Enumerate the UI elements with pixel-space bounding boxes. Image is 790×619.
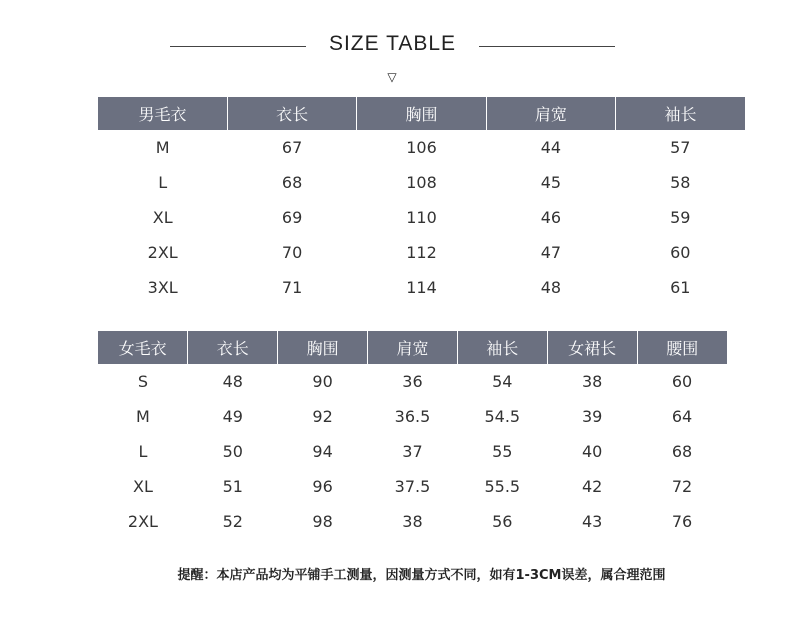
women-table-row [98, 434, 727, 469]
women-header-cell: 女毛衣 [98, 331, 188, 364]
men-table-cell: 110 [406, 208, 437, 227]
men-table-cell: 60 [670, 243, 691, 262]
men-header-cell: 胸围 [357, 97, 486, 130]
men-table-row [98, 130, 745, 165]
women-table-cell: 36 [402, 372, 423, 391]
title-divider-left [170, 46, 306, 47]
men-table-cell: 46 [540, 208, 562, 227]
women-table-cell: 60 [671, 372, 693, 391]
men-table-row [98, 270, 745, 305]
measurement-note: 提醒：本店产品均为平铺手工测量，因测量方式不同，如有1-3CM误差，属合理范围 [177, 568, 666, 583]
women-table-row [98, 364, 727, 399]
women-table-cell: 72 [671, 477, 693, 496]
men-table-cell: 61 [670, 278, 691, 297]
men-table-cell: L [158, 173, 168, 192]
men-table-row [98, 165, 745, 200]
men-table-cell: 67 [281, 138, 303, 157]
women-table-cell: 42 [581, 477, 603, 496]
men-header-cell: 衣长 [227, 97, 356, 130]
men-table-cell: 71 [281, 278, 303, 297]
men-table-cell: 48 [540, 278, 562, 297]
women-table-cell: XL [132, 477, 153, 496]
women-table-cell: 92 [312, 407, 333, 426]
women-header-cell: 肩宽 [368, 331, 458, 364]
women-table-cell: M [136, 407, 150, 426]
women-table-cell: 94 [312, 442, 333, 461]
women-table-cell: L [138, 442, 148, 461]
women-size-table [98, 331, 727, 539]
down-triangle-icon: ▽ [387, 70, 397, 84]
women-table-cell: 2XL [127, 512, 158, 531]
women-table-cell: 52 [222, 512, 243, 531]
men-table-cell: 2XL [147, 243, 178, 262]
men-table-cell: 114 [406, 278, 437, 297]
men-header-cell: 男毛衣 [98, 97, 227, 130]
women-header-cell: 胸围 [278, 331, 368, 364]
men-table-cell: M [155, 138, 170, 157]
women-header-cell: 女裙长 [547, 331, 637, 364]
women-table-cell: 90 [312, 372, 333, 391]
women-table-cell: 39 [581, 407, 603, 426]
women-header-cell: 衣长 [188, 331, 278, 364]
men-header-cell: 袖长 [616, 97, 745, 130]
women-header-cell: 腰围 [637, 331, 727, 364]
men-table-cell: 44 [540, 138, 562, 157]
women-table-cell: S [137, 372, 148, 391]
women-table-body [98, 364, 727, 539]
women-table-cell: 43 [581, 512, 603, 531]
men-table-cell: 58 [670, 173, 691, 192]
men-table-cell: 68 [281, 173, 303, 192]
title-divider-right [479, 46, 615, 47]
women-table-cell: 68 [671, 442, 693, 461]
men-table-cell: 108 [406, 173, 437, 192]
men-table-cell: XL [152, 208, 173, 227]
men-table-row [98, 235, 745, 270]
men-header-row [98, 97, 745, 130]
women-table-cell: 54.5 [484, 407, 521, 426]
women-table-cell: 55 [492, 442, 513, 461]
men-table-body [98, 130, 745, 305]
men-table-row [98, 200, 745, 235]
women-table-cell: 37.5 [394, 477, 431, 496]
men-table-cell: 59 [670, 208, 691, 227]
women-table-cell: 48 [222, 372, 243, 391]
women-table-cell: 50 [222, 442, 243, 461]
men-table-cell: 47 [540, 243, 562, 262]
women-table-row [98, 504, 727, 539]
men-table-cell: 69 [281, 208, 303, 227]
women-header-row [98, 331, 727, 364]
women-table-cell: 51 [222, 477, 243, 496]
men-table-cell: 45 [540, 173, 562, 192]
women-table-cell: 64 [671, 407, 693, 426]
women-table-cell: 38 [581, 372, 603, 391]
men-table-cell: 70 [281, 243, 303, 262]
men-table-cell: 106 [406, 138, 437, 157]
women-table-cell: 49 [222, 407, 243, 426]
men-header-cell: 肩宽 [486, 97, 615, 130]
women-table-cell: 38 [402, 512, 423, 531]
women-table-cell: 56 [492, 512, 513, 531]
women-table-cell: 98 [312, 512, 333, 531]
page-title: SIZE TABLE [328, 32, 457, 55]
men-table-cell: 112 [406, 243, 437, 262]
women-header-cell: 袖长 [457, 331, 547, 364]
women-table-row [98, 469, 727, 504]
women-table-cell: 55.5 [484, 477, 521, 496]
women-table-cell: 37 [402, 442, 423, 461]
title-row [0, 30, 790, 62]
men-table-cell: 3XL [147, 278, 178, 297]
women-table-cell: 40 [581, 442, 603, 461]
women-table-cell: 36.5 [394, 407, 431, 426]
women-table-row [98, 399, 727, 434]
women-table-cell: 76 [671, 512, 693, 531]
women-table-cell: 54 [492, 372, 513, 391]
women-table-cell: 96 [312, 477, 333, 496]
men-size-table [98, 97, 745, 305]
men-table-cell: 57 [670, 138, 691, 157]
